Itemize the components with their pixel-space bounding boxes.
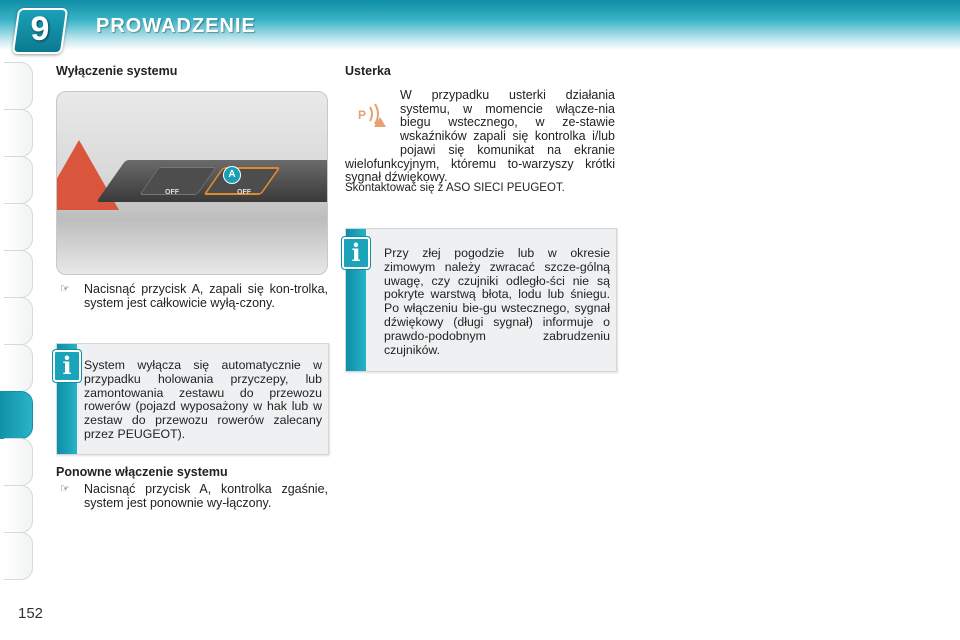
chapter-tab-12[interactable]: [4, 532, 33, 580]
fault-paragraph: [345, 89, 615, 185]
page-number: 152: [18, 605, 44, 622]
chapter-tab-9-active[interactable]: [0, 391, 33, 439]
step-disable-text: Nacisnąć przycisk A, zapali się kon-trolka, system jest całkowicie wyłą-czony.: [84, 282, 328, 310]
info-icon: i: [342, 237, 370, 269]
dashboard-photo: [56, 91, 328, 275]
info-box-auto-disable: [56, 343, 329, 455]
pointing-hand-icon: ☞: [60, 283, 70, 295]
button1-off-label: OFF: [165, 189, 179, 196]
chapter-tab-4[interactable]: [4, 203, 33, 251]
chapter-tab-3[interactable]: [4, 156, 33, 204]
section-heading-fault: Usterka: [345, 64, 391, 78]
step-disable: [60, 282, 328, 326]
page-title: PROWADZENIE: [96, 15, 256, 37]
info-text-auto-disable: System wyłącza się automatycznie w przypadku holowania przyczepy, lub zamontowania zestawu do przewozu rowerów (pojazd wyposażony w hak lub w zestaw do przewozu rowerów zalecany przez PEUGEOT).: [84, 358, 322, 441]
icon-spacer: [345, 89, 400, 144]
button2-off-label: OFF: [237, 189, 251, 196]
chapter-header: [0, 0, 960, 50]
chapter-tab-11[interactable]: [4, 485, 33, 533]
info-icon: i: [53, 350, 81, 382]
chapter-tab-6[interactable]: [4, 297, 33, 345]
step-reenable-text: Nacisnąć przycisk A, kontrolka zgaśnie, system jest ponownie wy-łączony.: [84, 482, 328, 510]
chapter-tab-7[interactable]: [4, 344, 33, 392]
fault-paragraph-text: W przypadku usterki działania systemu, w momencie włącze-nia biegu wstecznego, w ze-stawie wskaźników zapali się kontrolka i/lub pojawi się komunikat na ekranie wielofunkcyjnym, któremu to-warzyszy krótki sygnał dźwiękowy.: [345, 88, 615, 185]
contact-dealer-text: Skontaktować się z ASO SIECI PEUGEOT.: [345, 182, 565, 194]
pointing-hand-icon: ☞: [60, 483, 70, 495]
chapter-tab-10[interactable]: [4, 438, 33, 486]
chapter-number: 9: [30, 10, 50, 48]
info-box-weather: [345, 228, 617, 372]
section-heading-reenable: Ponowne włączenie systemu: [56, 465, 228, 479]
marker-a-label: A: [223, 166, 241, 184]
chapter-tab-5[interactable]: [4, 250, 33, 298]
svg-text:P: P: [358, 108, 367, 122]
chapter-tab-2[interactable]: [4, 109, 33, 157]
info-text-weather: Przy złej pogodzie lub w okresie zimowym należy zwracać szcze-gólną uwagę, czy czujniki odległo-ści nie są pokryte warstwą błota, lodu lub śniegu. Po włączeniu bie-gu wstecznego, sygnał dźwiękowy (długi sygnał) informuje o prawdo-podobnym zabrudzeniu czujników.: [384, 246, 610, 357]
section-heading-disable: Wyłączenie systemu: [56, 64, 178, 78]
step-reenable: [60, 482, 328, 526]
chapter-tab-1[interactable]: [4, 62, 33, 110]
chapter-tabs: [0, 62, 36, 577]
